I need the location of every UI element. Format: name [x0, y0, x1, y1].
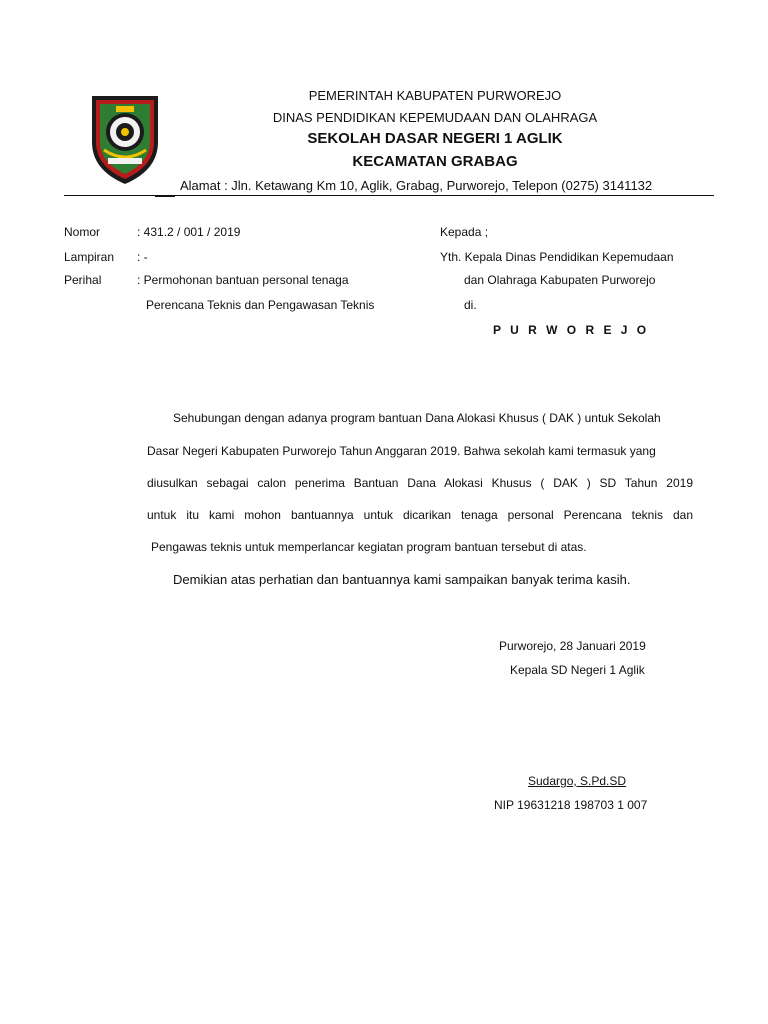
signature-name: Sudargo, S.Pd.SD — [528, 774, 627, 788]
recipient-line3: di. — [464, 298, 477, 312]
signature-place-date: Purworejo, 28 Januari 2019 — [499, 639, 646, 653]
signature-position: Kepala SD Negeri 1 Aglik — [510, 663, 645, 677]
lampiran-value: : - — [137, 250, 148, 264]
recipient-line1: Yth. Kepala Dinas Pendidikan Kepemudaan — [440, 250, 674, 264]
letterhead-address: Alamat : Jln. Ketawang Km 10, Aglik, Grabag, Purworejo, Telepon (0275) 3141132 — [180, 178, 653, 193]
signature-nip: NIP 19631218 198703 1 007 — [494, 798, 648, 812]
recipient-line2: dan Olahraga Kabupaten Purworejo — [464, 273, 656, 287]
lampiran-label: Lampiran — [64, 250, 115, 264]
letterhead-school: SEKOLAH DASAR NEGERI 1 AGLIK — [307, 130, 563, 147]
body-paragraph2: Demikian atas perhatian dan bantuannya kami sampaikan banyak terima kasih. — [173, 572, 631, 587]
regency-crest-icon — [86, 92, 164, 186]
body-paragraph1-line2: Dasar Negeri Kabupaten Purworejo Tahun Anggaran 2019. Bahwa sekolah kami termasuk yang — [147, 444, 656, 458]
nomor-value: : 431.2 / 001 / 2019 — [137, 225, 241, 239]
perihal-value-line2: Perencana Teknis dan Pengawasan Teknis — [146, 298, 375, 312]
body-paragraph1-line1: Sehubungan dengan adanya program bantuan Dana Alokasi Khusus ( DAK ) untuk Sekolah — [173, 411, 661, 425]
letterhead-department: DINAS PENDIDIKAN KEPEMUDAAN DAN OLAHRAGA — [272, 110, 598, 125]
nomor-label: Nomor — [64, 225, 101, 239]
perihal-label: Perihal — [64, 273, 102, 287]
body-paragraph1-line3: diusulkan sebagai calon penerima Bantuan Dana Alokasi Khusus ( DAK ) SD Tahun 2019 — [147, 476, 693, 490]
recipient-city: P U R W O R E J O — [493, 323, 650, 337]
perihal-value-line1: : Permohonan bantuan personal tenaga — [137, 273, 349, 287]
body-paragraph1-line5: Pengawas teknis untuk memperlancar kegiatan program bantuan tersebut di atas. — [151, 540, 587, 554]
body-paragraph1-line4: untuk itu kami mohon bantuannya untuk dicarikan tenaga personal Perencana teknis dan — [147, 508, 693, 522]
recipient-kepada: Kepada ; — [440, 225, 489, 239]
letterhead-government: PEMERINTAH KABUPATEN PURWOREJO — [308, 88, 562, 103]
letterhead-district: KECAMATAN GRABAG — [352, 153, 518, 170]
letterhead-divider-accent — [155, 196, 175, 197]
